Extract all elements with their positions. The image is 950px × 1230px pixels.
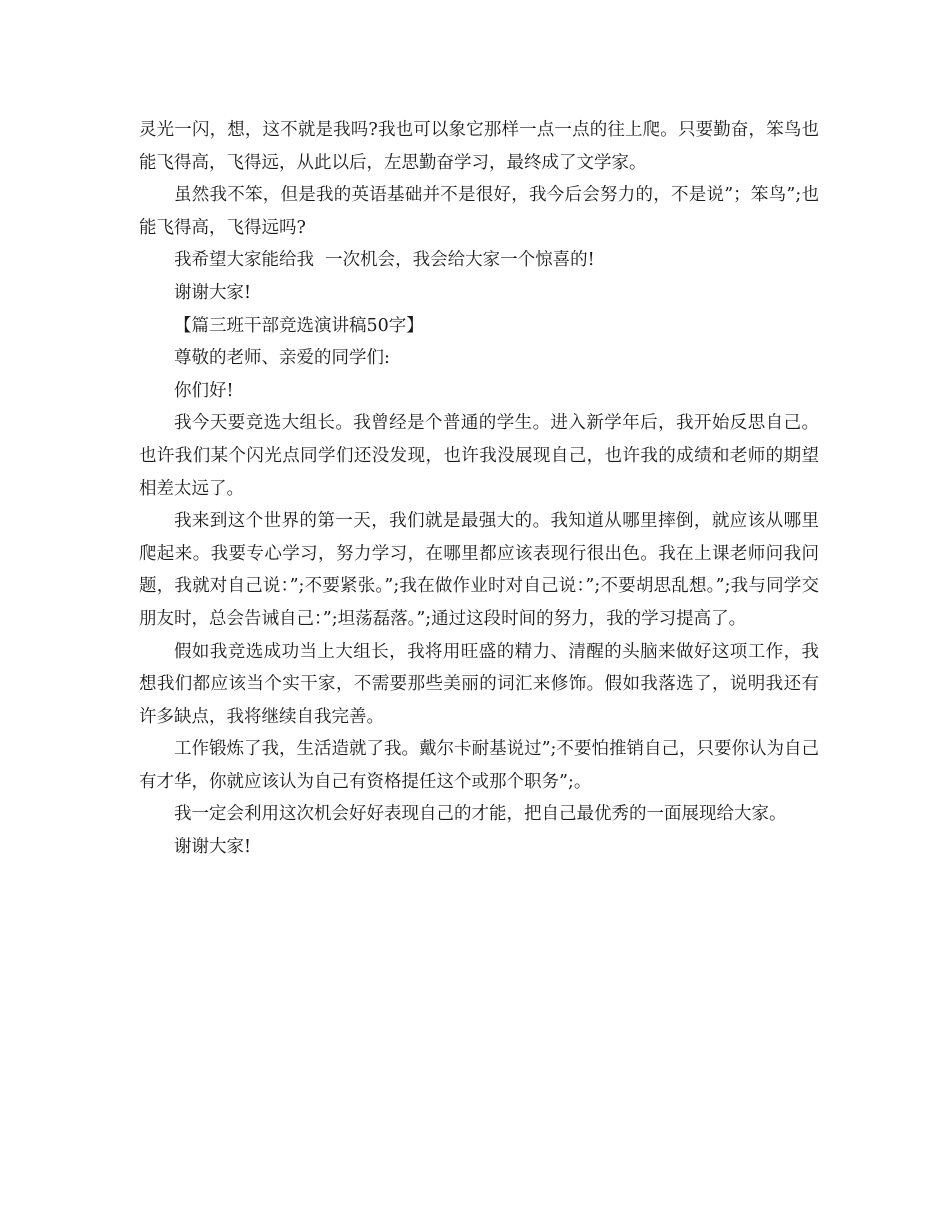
- paragraph-11: 工作锻炼了我，生活造就了我。戴尔卡耐基说过”;不要怕推销自己，只要你认为自己有才华，你就应该认为自己有资格提任这个或那个职务”;。: [139, 739, 819, 792]
- salutation: 尊敬的老师、亲爱的同学们:: [174, 348, 390, 369]
- paragraph-4: 谢谢大家!: [174, 282, 252, 303]
- greeting: 你们好!: [174, 380, 234, 401]
- paragraph-8: 我今天要竞选大组长。我曾经是个普通的学生。进入新学年后，我开始反思自己。也许我们某个闪光点同学们还没发现，也许我没展现自己，也许我的成绩和老师的期望相差太远了。: [139, 413, 819, 499]
- closing-thanks: 谢谢大家!: [174, 837, 252, 858]
- document-body: [139, 114, 819, 864]
- paragraph-12: 我一定会利用这次机会好好表现自己的才能，把自己最优秀的一面展现给大家。: [174, 804, 787, 825]
- section-heading: 【篇三班干部竞选演讲稿50字】: [174, 315, 424, 336]
- paragraph-3: 我希望大家能给我 一次机会，我会给大家一个惊喜的!: [174, 250, 595, 271]
- paragraph-1: 灵光一闪，想，这不就是我吗?我也可以象它那样一点一点的往上爬。只要勤奋，笨鸟也能飞得高，飞得远，从此以后，左思勤奋学习，最终成了文学家。: [139, 120, 819, 173]
- paragraph-9: 我来到这个世界的第一天，我们就是最强大的。我知道从哪里摔倒，就应该从哪里爬起来。我要专心学习，努力学习，在哪里都应该表现行很出色。我在上课老师问我问题，我就对自己说：”;不要紧张。”;我在做作业时对自己说：”;不要胡思乱想。”;我与同学交朋友时，总会告诫自己：”;坦荡磊落。”;通过这段时间的努力，我的学习提高了。: [139, 511, 819, 629]
- paragraph-2: 虽然我不笨，但是我的英语基础并不是很好，我今后会努力的，不是说”；笨鸟”;也能飞得高，飞得远吗?: [139, 185, 819, 238]
- paragraph-10: 假如我竞选成功当上大组长，我将用旺盛的精力、清醒的头脑来做好这项工作，我想我们都应该当个实干家，不需要那些美丽的词汇来修饰。假如我落选了，说明我还有许多缺点，我将继续自我完善。: [139, 641, 819, 727]
